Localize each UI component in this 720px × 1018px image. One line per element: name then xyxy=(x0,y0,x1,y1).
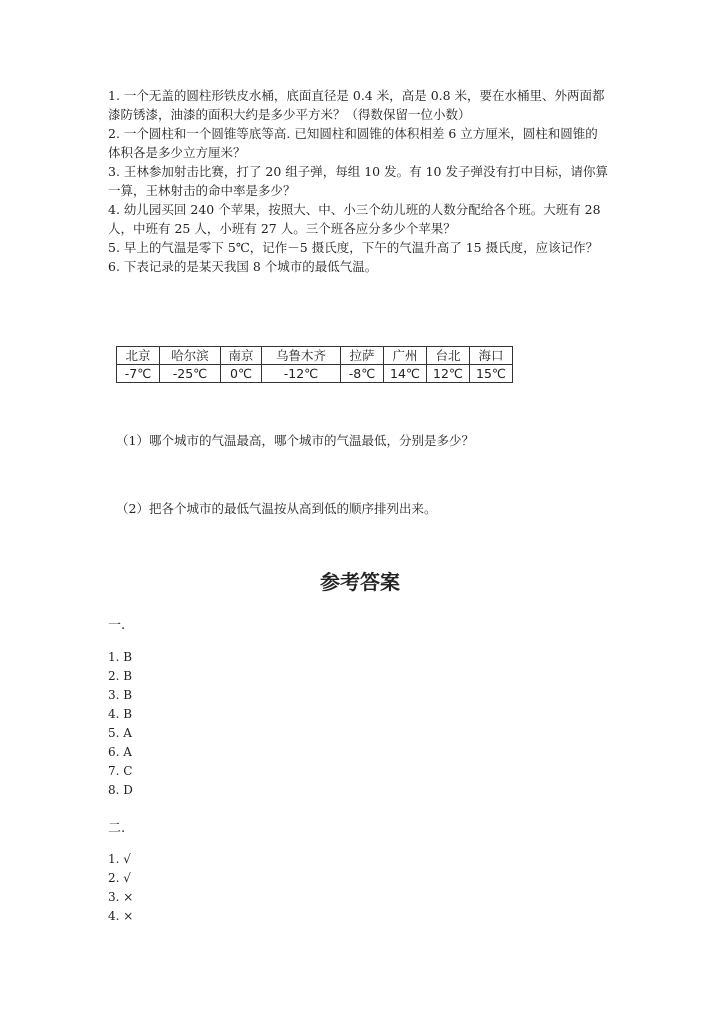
city-temperature-table xyxy=(116,346,513,383)
answer-item: 5. A xyxy=(108,726,132,740)
problem-4: 4. 幼儿园买回 240 个苹果，按照大、中、小三个幼儿班的人数分配给各个班。大班有 28 人，中班有 25 人，小班有 27 人。三个班各应分多少个苹果？ xyxy=(108,202,601,236)
answer-key-title: 参考答案 xyxy=(320,570,400,594)
answer-item: 4. × xyxy=(108,909,134,923)
word-problems xyxy=(108,86,608,276)
answer-item: 3. B xyxy=(108,688,133,702)
problem-5: 5. 早上的气温是零下 5℃，记作－5 摄氏度，下午的气温升高了 15 摄氏度，应该记作？ xyxy=(108,240,599,255)
answer-item: 2. √ xyxy=(108,871,131,885)
sub-question-2: （2）把各个城市的最低气温按从高到低的顺序排列出来。 xyxy=(116,501,437,516)
temperature-cell: 0℃ xyxy=(221,365,262,383)
city-cell: 乌鲁木齐 xyxy=(262,347,341,365)
city-cell: 北京 xyxy=(117,347,160,365)
answer-item: 1. √ xyxy=(108,852,131,866)
answer-item: 7. C xyxy=(108,764,133,778)
problem-2: 2. 一个圆柱和一个圆锥等底等高. 已知圆柱和圆锥的体积相差 6 立方厘米，圆柱和圆锥的体积各是多少立方厘米？ xyxy=(108,126,598,160)
answer-item: 6. A xyxy=(108,745,132,759)
answer-item: 2. B xyxy=(108,669,133,683)
section-1-answers xyxy=(108,648,133,800)
section-2-answers xyxy=(108,850,133,926)
city-cell: 台北 xyxy=(427,347,470,365)
temperature-cell: -7℃ xyxy=(117,365,160,383)
problem-3: 3. 王林参加射击比赛，打了 20 组子弹，每组 10 发。有 10 发子弹没有打中目标，请你算一算，王林射击的命中率是多少？ xyxy=(108,164,608,198)
answer-item: 4. B xyxy=(108,707,133,721)
section-2-label: 二. xyxy=(108,821,126,836)
sub-question-1: （1）哪个城市的气温最高，哪个城市的气温最低，分别是多少？ xyxy=(116,433,474,448)
answer-item: 1. B xyxy=(108,650,133,664)
city-cell: 海口 xyxy=(470,347,513,365)
city-row xyxy=(117,347,513,365)
answer-item: 3. × xyxy=(108,890,134,904)
city-cell: 南京 xyxy=(221,347,262,365)
city-cell: 哈尔滨 xyxy=(160,347,221,365)
temperature-cell: 12℃ xyxy=(427,365,470,383)
temperature-cell: -12℃ xyxy=(262,365,341,383)
temperature-cell: 15℃ xyxy=(470,365,513,383)
answer-item: 8. D xyxy=(108,783,133,797)
problem-1: 1. 一个无盖的圆柱形铁皮水桶，底面直径是 0.4 米，高是 0.8 米，要在水桶里、外两面都漆防锈漆，油漆的面积大约是多少平方米？（得数保留一位小数） xyxy=(108,88,605,122)
problem-6: 6. 下表记录的是某天我国 8 个城市的最低气温。 xyxy=(108,259,378,274)
city-cell: 广州 xyxy=(384,347,427,365)
temperature-cell: 14℃ xyxy=(384,365,427,383)
temperature-cell: -8℃ xyxy=(341,365,384,383)
city-cell: 拉萨 xyxy=(341,347,384,365)
section-1-label: 一. xyxy=(108,618,126,633)
temperature-row xyxy=(117,365,513,383)
temperature-cell: -25℃ xyxy=(160,365,221,383)
